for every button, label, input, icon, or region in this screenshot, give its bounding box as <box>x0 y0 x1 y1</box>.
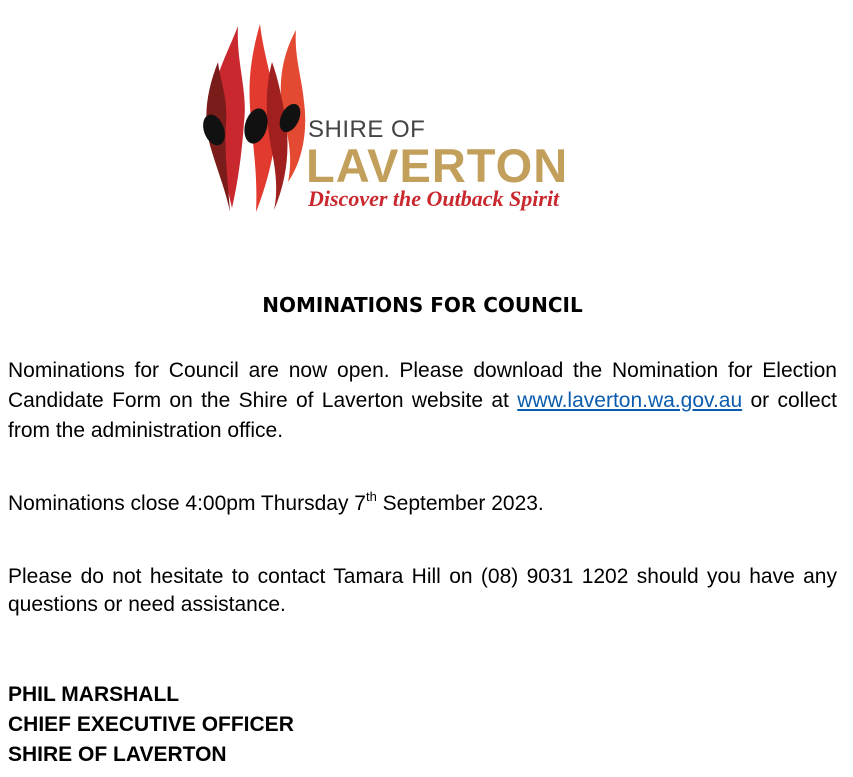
website-link[interactable]: www.laverton.wa.gov.au <box>517 389 743 412</box>
closing-date-tail: September 2023. <box>382 492 544 515</box>
nomination-paragraph <box>8 356 837 446</box>
shire-logo <box>198 22 598 218</box>
nomination-text: Nominations for Council are now open. Please download the Nomination for Election Candidate Form on the Shire of Laverton website at <box>8 359 837 412</box>
signature-name: PHIL MARSHALL <box>8 683 180 706</box>
signature-organisation: SHIRE OF LAVERTON <box>8 743 227 766</box>
nomination-text-tail: or collect from the administration office. <box>8 389 838 442</box>
notice-title: NOMINATIONS FOR COUNCIL <box>262 293 583 317</box>
contact-paragraph: Please do not hesitate to contact Tamara Hill on (08) 9031 1202 should you have any questions or need assistance. <box>8 565 837 616</box>
closing-date-text: Nominations close 4:00pm Thursday 7 <box>8 492 366 515</box>
closing-date-paragraph <box>8 489 837 519</box>
logo-laverton: LAVERTON <box>306 139 569 192</box>
signature-position: CHIEF EXECUTIVE OFFICER <box>8 713 294 736</box>
flame-emblem-icon <box>198 22 308 218</box>
logo-tagline: Discover the Outback Spirit <box>308 186 560 211</box>
closing-date-ordinal: th <box>365 489 377 504</box>
logo-shire-of: SHIRE OF <box>308 116 426 143</box>
